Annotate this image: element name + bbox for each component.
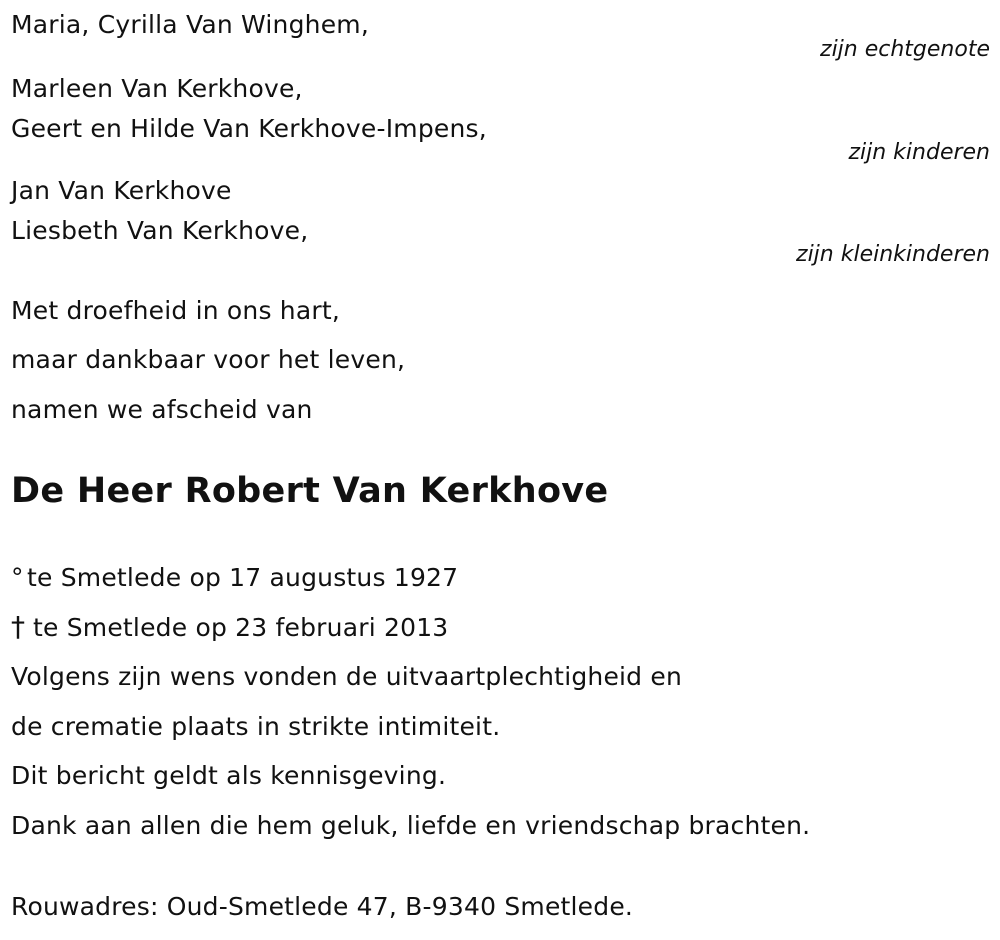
child-name-2: Geert en Hilde Van Kerkhove-Impens, — [11, 114, 487, 143]
spouse-name: Maria, Cyrilla Van Winghem, — [11, 10, 369, 39]
death-line — [11, 612, 448, 643]
birth-symbol: ° — [11, 563, 24, 592]
deceased-name: De Heer Robert Van Kerkhove — [11, 471, 609, 511]
grandchildren-role: zijn kleinkinderen — [796, 242, 990, 267]
spouse-role: zijn echtgenote — [820, 37, 990, 62]
mourning-address: Rouwadres: Oud-Smetlede 47, B-9340 Smetlede. — [11, 892, 634, 921]
children-role: zijn kinderen — [848, 140, 990, 165]
message-line-3: Dit bericht geldt als kennisgeving. — [11, 761, 447, 790]
birth-text: te Smetlede op 17 augustus 1927 — [27, 563, 459, 592]
birth-line — [11, 563, 458, 593]
death-text: te Smetlede op 23 februari 2013 — [33, 613, 449, 642]
message-line-1: Volgens zijn wens vonden de uitvaartplechtigheid en — [11, 662, 683, 691]
child-name-1: Marleen Van Kerkhove, — [11, 74, 303, 103]
intro-line-1: Met droefheid in ons hart, — [11, 296, 341, 325]
grandchild-name-2: Liesbeth Van Kerkhove, — [11, 216, 309, 245]
message-line-2: de crematie plaats in strikte intimiteit. — [11, 712, 501, 741]
message-line-4: Dank aan allen die hem geluk, liefde en vriendschap brachten. — [11, 811, 811, 840]
intro-line-2: maar dankbaar voor het leven, — [11, 345, 406, 374]
intro-line-3: namen we afscheid van — [11, 395, 313, 424]
grandchild-name-1: Jan Van Kerkhove — [11, 176, 232, 205]
cross-icon: † — [11, 610, 26, 643]
